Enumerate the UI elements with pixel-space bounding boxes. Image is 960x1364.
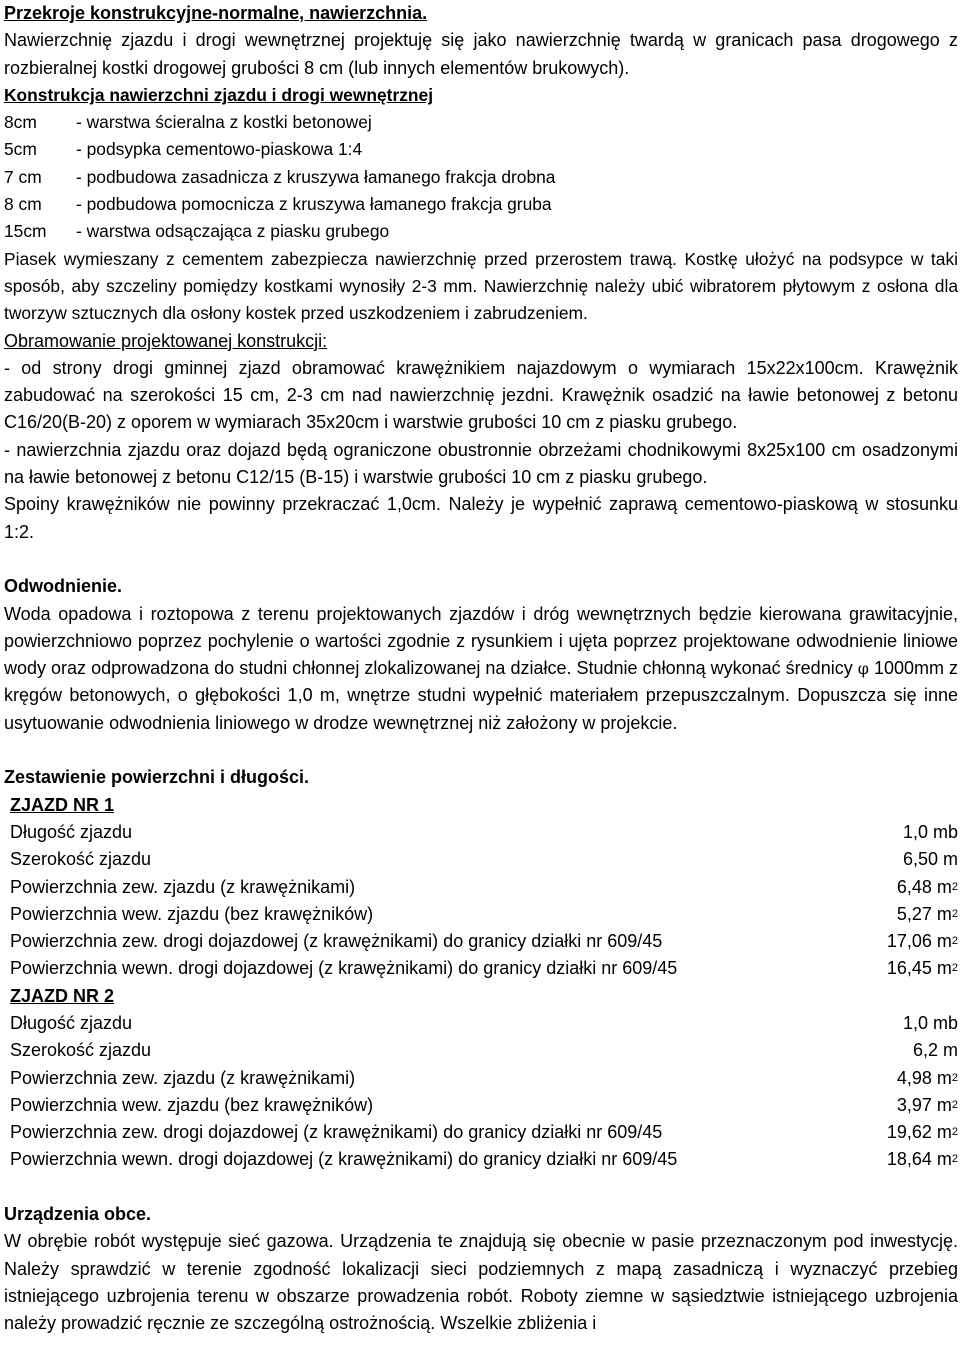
- section-heading-utilities: Urządzenia obce.: [4, 1204, 152, 1225]
- layer-description: - podsypka cementowo-piaskowa 1:4: [76, 139, 363, 160]
- stat-unit-exponent: 2: [951, 880, 958, 893]
- layer-thickness: 15cm: [4, 221, 47, 242]
- stat-value: 4,98 m: [896, 1067, 952, 1088]
- frame-heading: Obramowanie projektowanej konstrukcji:: [4, 330, 328, 351]
- stat-unit-exponent: 2: [951, 1126, 958, 1139]
- stat-row: [4, 1010, 958, 1037]
- stat-row: [4, 901, 958, 928]
- drainage-text-end: 1000mm z kręgów betonowych, o głębokości 1,0 m, wnętrze studni wypełnić materiałem przepuszczalnym. Dopuszcza się inne usytuowanie odwodnienia liniowego w drodze wewnętrznej niż założony w projekcie.: [4, 658, 958, 733]
- stat-value-wrap: [913, 1037, 958, 1064]
- stat-value-wrap: [897, 874, 958, 901]
- stat-row: [4, 874, 958, 901]
- section-heading-cross-sections: Przekroje konstrukcyjne-normalne, nawierzchnia.: [4, 3, 428, 23]
- layer-row: [4, 191, 958, 218]
- spacer: [4, 737, 958, 764]
- paragraph-drainage: [4, 601, 958, 737]
- stat-row: [4, 928, 958, 955]
- paragraph-utilities: W obrębie robót występuje sieć gazowa. Urządzenia te znajdują się obecnie w pasie przeznaczonym pod inwestycję. Należy sprawdzić w terenie zgodność lokalizacji sieci podziemnych z mapą zasadniczą i wyznaczyć przebieg istniejącego uzbrojenia terenu w obszarze prowadzenia robót. Roboty ziemne w sąsiedztwie istniejącego uzbrojenia należy prowadzić ręcznie ze szczególną ostrożnością. Wszelkie zbliżenia i: [4, 1231, 958, 1334]
- stat-value: 1,0 mb: [902, 1012, 958, 1033]
- paragraph-surface-intro: Nawierzchnię zjazdu i drogi wewnętrznej projektuję się jako nawierzchnię twardą w granicach pasa drogowego z rozbieralnej kostki drogowej grubości 8 cm (lub innych elementów brukowych).: [4, 30, 958, 78]
- layer-description: - warstwa ścieralna z kostki betonowej: [76, 112, 372, 133]
- stat-value-wrap: [897, 1065, 958, 1092]
- stat-label: Powierzchnia zew. drogi dojazdowej (z krawężnikami) do granicy działki nr 609/45: [10, 931, 663, 952]
- layer-thickness: 7 cm: [4, 166, 42, 187]
- layer-row: [4, 164, 958, 191]
- stat-unit-exponent: 2: [951, 1071, 958, 1084]
- section-heading-summary: Zestawienie powierzchni i długości.: [4, 767, 310, 788]
- zjazd-title: ZJAZD NR 2: [10, 985, 115, 1006]
- stat-row: [4, 1146, 958, 1173]
- phi-symbol: φ: [857, 659, 869, 679]
- stat-row: [4, 1119, 958, 1146]
- paragraph-laying-instructions: Piasek wymieszany z cementem zabezpiecza nawierzchnię przed przerostem trawą. Kostkę ułożyć na podsypce w taki sposób, aby szczeliny pomiędzy kostkami wynosiły 2-3 mm. Nawierzchnię należy ubić wibratorem płytowym z osłona dla tworzyw sztucznych dla osłony kostek przed uszkodzeniem i zabrudzeniem.: [4, 248, 958, 324]
- stat-value-wrap: [887, 1119, 958, 1146]
- stat-value-wrap: [903, 846, 958, 873]
- stat-row: [4, 1065, 958, 1092]
- spacer: [4, 546, 958, 573]
- stat-row: [4, 1092, 958, 1119]
- paragraph-curb-sidewalk: - nawierzchnia zjazdu oraz dojazd będą ograniczone obustronnie obrzeżami chodnikowymi 8x25x100 cm osadzonymi na ławie betonowej z betonu C12/15 (B-15) i warstwie grubości 10 cm z piasku grubego.: [4, 439, 958, 488]
- stat-label: Powierzchnia zew. zjazdu (z krawężnikami): [10, 1067, 356, 1088]
- stat-row: [4, 1037, 958, 1064]
- stat-value: 3,97 m: [896, 1094, 952, 1115]
- stat-value: 19,62 m: [886, 1122, 952, 1143]
- paragraph-curb-main-road: - od strony drogi gminnej zjazd obramować krawężnikiem najazdowym o wymiarach 15x22x100cm. Krawężnik zabudować na szerokości 15 cm, 2-3 cm nad nawierzchnię jezdni. Krawężnik osadzić na ławie betonowej z betonu C16/20(B-20) z oporem w wymiarach 35x20cm i warstwie grubości 10 cm z piasku grubego.: [4, 357, 958, 433]
- stat-value: 6,2 m: [912, 1040, 958, 1061]
- stat-value-wrap: [887, 1146, 958, 1173]
- layer-description: - podbudowa zasadnicza z kruszywa łamanego frakcja drobna: [76, 166, 556, 187]
- stat-label: Powierzchnia wew. zjazdu (bez krawężników): [10, 1094, 374, 1115]
- stat-label: Powierzchnia wewn. drogi dojazdowej (z krawężnikami) do granicy działki nr 609/45: [10, 1149, 678, 1170]
- stat-unit-exponent: 2: [951, 1098, 958, 1111]
- stat-value-wrap: [897, 1092, 958, 1119]
- stat-value-wrap: [903, 819, 958, 846]
- zjazd-2-block: [4, 983, 958, 1174]
- stat-value-wrap: [887, 955, 958, 982]
- document-page: [4, 0, 958, 1338]
- stat-value: 16,45 m: [886, 958, 952, 979]
- layer-thickness: 8 cm: [4, 194, 42, 215]
- zjazd-title: ZJAZD NR 1: [10, 794, 115, 815]
- stat-value-wrap: [903, 1010, 958, 1037]
- stat-value-wrap: [897, 901, 958, 928]
- stat-row: [4, 846, 958, 873]
- stat-label: Szerokość zjazdu: [10, 1040, 152, 1061]
- construction-heading: Konstrukcja nawierzchni zjazdu i drogi wewnętrznej: [4, 84, 434, 105]
- layer-row: [4, 109, 958, 136]
- spacer: [4, 1174, 958, 1201]
- construction-block: [4, 82, 958, 328]
- stat-value: 5,27 m: [896, 903, 952, 924]
- drainage-text-start: Woda opadowa i roztopowa z terenu projektowanych zjazdów i dróg wewnętrznych będzie kierowana grawitacyjnie, powierzchniowo poprzez pochylenie o wartości zgodnie z rysunkiem i ujęta poprzez projektowane odwodnienie liniowe wody oraz odprowadzona do studni chłonnej zlokalizowanej na działce. Studnie chłonną wykonać średnicy: [4, 603, 958, 679]
- layer-row: [4, 136, 958, 163]
- stat-value: 17,06 m: [886, 931, 952, 952]
- layer-description: - warstwa odsączająca z piasku grubego: [76, 221, 390, 242]
- stat-unit-exponent: 2: [951, 907, 958, 920]
- stat-row: [4, 955, 958, 982]
- stat-label: Powierzchnia zew. zjazdu (z krawężnikami): [10, 876, 356, 897]
- paragraph-joints: Spoiny krawężników nie powinny przekraczać 1,0cm. Należy je wypełnić zaprawą cementowo-piaskową w stosunku 1:2.: [4, 494, 958, 542]
- section-heading-drainage: Odwodnienie.: [4, 576, 123, 597]
- layer-thickness: 5cm: [4, 139, 37, 160]
- stat-label: Powierzchnia zew. drogi dojazdowej (z krawężnikami) do granicy działki nr 609/45: [10, 1122, 663, 1143]
- stat-unit-exponent: 2: [951, 962, 958, 975]
- layer-thickness: 8cm: [4, 112, 37, 133]
- stat-label: Powierzchnia wewn. drogi dojazdowej (z krawężnikami) do granicy działki nr 609/45: [10, 958, 678, 979]
- layer-description: - podbudowa pomocnicza z kruszywa łamanego frakcja gruba: [76, 194, 552, 215]
- layer-row: [4, 218, 958, 245]
- stat-unit-exponent: 2: [951, 935, 958, 948]
- stat-row: [4, 819, 958, 846]
- stat-label: Szerokość zjazdu: [10, 849, 152, 870]
- stat-value: 6,48 m: [896, 876, 952, 897]
- stat-label: Długość zjazdu: [10, 821, 133, 842]
- stat-value: 18,64 m: [886, 1149, 952, 1170]
- stat-value-wrap: [887, 928, 958, 955]
- stat-label: Powierzchnia wew. zjazdu (bez krawężników): [10, 903, 374, 924]
- stat-label: Długość zjazdu: [10, 1012, 133, 1033]
- zjazd-1-block: [4, 792, 958, 983]
- stat-value: 1,0 mb: [902, 821, 958, 842]
- stat-unit-exponent: 2: [951, 1153, 958, 1166]
- stat-value: 6,50 m: [902, 849, 958, 870]
